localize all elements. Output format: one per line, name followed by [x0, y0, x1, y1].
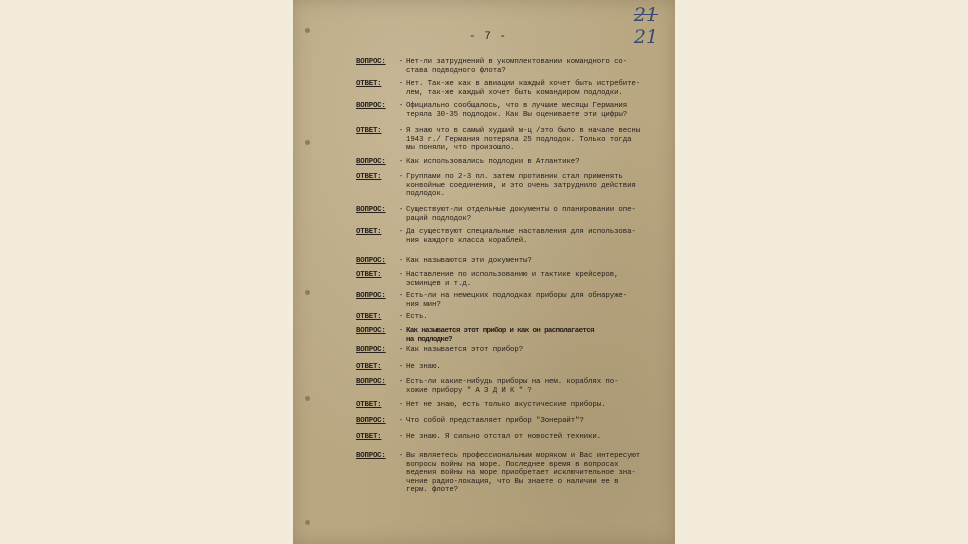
- transcript-entry: [356, 228, 671, 245]
- transcript-entry: [356, 158, 671, 167]
- entry-text: Как называется этот прибор и как он располагается на подлодке?: [406, 327, 594, 344]
- transcript-entry: [356, 102, 671, 119]
- transcript-entry: [356, 257, 671, 266]
- transcript-entry: [356, 271, 671, 288]
- entry-text: Не знаю. Я сильно отстал от новостей техники.: [406, 433, 602, 441]
- transcript-entry: [356, 206, 671, 223]
- question-label: ВОПРОС:: [356, 158, 386, 166]
- answer-label: ОТВЕТ:: [356, 433, 382, 441]
- question-label: ВОПРОС:: [356, 327, 386, 335]
- question-label: ВОПРОС:: [356, 417, 386, 425]
- entry-text: Не знаю.: [406, 363, 441, 371]
- answer-label: ОТВЕТ:: [356, 228, 382, 236]
- separator-dash: -: [398, 401, 404, 409]
- archive-number-crossed: 21: [633, 4, 659, 26]
- transcript-entry: [356, 346, 671, 355]
- question-label: ВОПРОС:: [356, 102, 386, 110]
- separator-dash: -: [398, 257, 404, 265]
- paper-sheet: [293, 0, 675, 544]
- answer-label: ОТВЕТ:: [356, 127, 382, 135]
- transcript-entry: [356, 378, 671, 395]
- question-label: ВОПРОС:: [356, 292, 386, 300]
- entry-text: Да существуют специальные наставления для использова- ния каждого класса кораблей.: [406, 228, 636, 245]
- separator-dash: -: [398, 173, 404, 181]
- entry-text: Что собой представляет прибор "Зонерайт"?: [406, 417, 584, 425]
- page-number: - 7 -: [469, 31, 508, 43]
- separator-dash: -: [398, 127, 404, 135]
- transcript-entry: [356, 292, 671, 309]
- separator-dash: -: [398, 102, 404, 110]
- answer-label: ОТВЕТ:: [356, 401, 382, 409]
- entry-text: Я знаю что в самый худший м-ц /это было в начале весны 1943 г./ Германия потеряла 25 подлодок. Только тогда мы поняли, что произошло.: [406, 127, 641, 153]
- transcript-entry: [356, 433, 671, 442]
- answer-label: ОТВЕТ:: [356, 271, 382, 279]
- transcript-entry: [356, 363, 671, 372]
- separator-dash: -: [398, 271, 404, 279]
- question-label: ВОПРОС:: [356, 378, 386, 386]
- separator-dash: -: [398, 228, 404, 236]
- entry-text: Есть-ли какие-нибудь приборы на нем. кораблях по- хожие прибору " А З Д И К " ?: [406, 378, 619, 395]
- entry-text: Как называются эти документы?: [406, 257, 532, 265]
- question-label: ВОПРОС:: [356, 346, 386, 354]
- separator-dash: -: [398, 158, 404, 166]
- answer-label: ОТВЕТ:: [356, 173, 382, 181]
- answer-label: ОТВЕТ:: [356, 80, 382, 88]
- answer-label: ОТВЕТ:: [356, 313, 382, 321]
- transcript-entry: [356, 452, 671, 495]
- question-label: ВОПРОС:: [356, 452, 386, 460]
- answer-label: ОТВЕТ:: [356, 363, 382, 371]
- entry-text: Нет не знаю, есть только акустические приборы.: [406, 401, 606, 409]
- separator-dash: -: [398, 363, 404, 371]
- separator-dash: -: [398, 378, 404, 386]
- entry-text: Есть.: [406, 313, 428, 321]
- question-label: ВОПРОС:: [356, 257, 386, 265]
- separator-dash: -: [398, 58, 404, 66]
- separator-dash: -: [398, 80, 404, 88]
- separator-dash: -: [398, 417, 404, 425]
- question-label: ВОПРОС:: [356, 206, 386, 214]
- question-label: ВОПРОС:: [356, 58, 386, 66]
- entry-text: Вы являетесь профессиональным моряком и Вас интересуют вопросы войны на море. Последнее время в вопросах ведения войны на море приобретает исключительное зна- чение радио-локация, что Вы знаете о наличии ее в герм. флоте?: [406, 452, 641, 495]
- entry-text: Официально сообщалось, что в лучшие месяцы Германия теряла 30-35 подлодок. Как Вы оцениваете эти цифры?: [406, 102, 628, 119]
- transcript-entry: [356, 401, 671, 410]
- transcript-entry: [356, 417, 671, 426]
- entry-text: Наставление по использованию и тактике крейсеров, эсминцев и т.д.: [406, 271, 619, 288]
- separator-dash: -: [398, 433, 404, 441]
- separator-dash: -: [398, 346, 404, 354]
- transcript-entry: [356, 80, 671, 97]
- entry-text: Группами по 2-3 пл. затем противник стал применять конвойные соединения, и это очень затруднило действия подлодок.: [406, 173, 636, 199]
- entry-text: Есть-ли на немецких подлодках приборы для обнаруже- ния мин?: [406, 292, 628, 309]
- transcript-entry: [356, 313, 671, 322]
- entry-text: Как называется этот прибор?: [406, 346, 524, 354]
- entry-text: Нет. Так-же как в авиации каждый хочет быть истребите- лем, так-же каждый хочет быть командиром подлодки.: [406, 80, 641, 97]
- transcript-entry: [356, 173, 671, 199]
- transcript-entry: [356, 327, 671, 344]
- entry-text: Как использовались подлодки в Атлантике?: [406, 158, 580, 166]
- separator-dash: -: [398, 292, 404, 300]
- separator-dash: -: [398, 452, 404, 460]
- archive-number: 21: [633, 26, 659, 48]
- entry-text: Существуют-ли отдельные документы о планировании опе- раций подлодок?: [406, 206, 636, 223]
- separator-dash: -: [398, 327, 404, 335]
- transcript-entry: [356, 58, 671, 75]
- entry-text: Нет-ли затруднений в укомплектовании командного со- става подводного флота?: [406, 58, 628, 75]
- transcript-entry: [356, 127, 671, 153]
- separator-dash: -: [398, 313, 404, 321]
- interrogation-transcript: [293, 0, 675, 544]
- separator-dash: -: [398, 206, 404, 214]
